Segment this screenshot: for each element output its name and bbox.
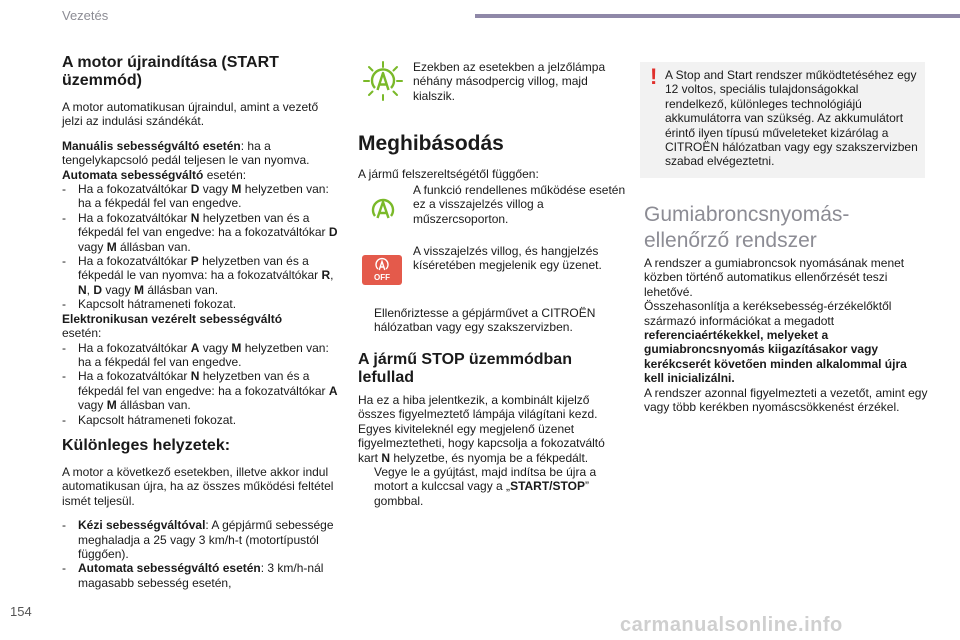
column-right-text bbox=[644, 256, 929, 414]
off-label: OFF bbox=[374, 273, 390, 282]
label-electronic: Elektronikusan vezérelt sebességváltó bbox=[62, 311, 283, 326]
text-automatic: esetén: bbox=[203, 167, 247, 182]
paragraph-tpms-1: A rendszer a gumiabroncsok nyomásának menet közben történő automatikus ellenőrzését teszi lehetővé. bbox=[644, 256, 905, 299]
heading-special: Különleges helyzetek: bbox=[62, 436, 231, 454]
list-item: - Ha a fokozatváltókar P helyzetben van és a fékpedál le van nyomva: ha a fokozatváltókar R, N, D vagy M állásban van. bbox=[62, 254, 334, 297]
label-manual: Manuális sebességváltó esetén bbox=[62, 138, 241, 153]
start-stop-off-icon bbox=[374, 257, 390, 273]
paragraph-check: Ellenőriztesse a gépjárművet a CITROËN hálózatban vagy egy szakszervizben. bbox=[358, 306, 628, 335]
list-item: - Ha a fokozatváltókar N helyzetben van és a fékpedál fel van engedve: ha a fokozatváltókar D vagy M állásban van. bbox=[62, 210, 338, 254]
paragraph-depends: A jármű felszereltségétől függően: bbox=[358, 167, 539, 181]
heading-stop-stall: A jármű STOP üzemmódban lefullad bbox=[358, 351, 572, 386]
paragraph-fault-2: A visszajelzés villog, és hangjelzés kíséretében megjelenik egy üzenet. bbox=[413, 244, 602, 273]
list-item: - Kézi sebességváltóval: A gépjármű sebessége meghaladja a 25 vagy 3 km/h-t (motortípustól függően). bbox=[62, 518, 334, 561]
page-number: 154 bbox=[10, 604, 32, 619]
warning-icon: ! bbox=[650, 64, 658, 89]
text-manual: : ha a tengelykapcsoló pedál teljesen le van nyomva. bbox=[62, 138, 310, 168]
warning-text: A Stop and Start rendszer működtetéséhez egy 12 voltos, speciális tulajdonságokkal rendelkező, különleges technológiájú akkumulátorra van szükség. Az akkumulátort érintő ilyen típusú műveleteket kizárólag a CITROËN hálózatban vagy egy szakszervizben szabad elvégeztetni. bbox=[665, 68, 918, 169]
paragraph-automatic bbox=[62, 168, 342, 182]
paragraph-flash: Ezekben az esetekben a jelzőlámpa néhány másodpercig villog, majd kialszik. bbox=[413, 60, 606, 103]
paragraph-auto-restart: A motor automatikusan újraindul, amint a vezető jelzi az indulási szándékát. bbox=[62, 100, 319, 129]
paragraph-electronic bbox=[62, 312, 342, 341]
header-divider bbox=[475, 14, 960, 18]
list-item: - Ha a fokozatváltókar N helyzetben van és a fékpedál fel van engedve: ha a fokozatváltókar A vagy M állásban van. bbox=[62, 369, 338, 413]
paragraph-tpms-3: A rendszer azonnal figyelmezteti a vezetőt, amint egy vagy több kerékben nyomáscsökkenést érzékel. bbox=[644, 385, 928, 415]
label-automatic: Automata sebességváltó bbox=[62, 167, 204, 182]
text-electronic: esetén: bbox=[62, 326, 102, 341]
check-mark bbox=[358, 306, 374, 335]
column-left bbox=[62, 54, 342, 590]
list-item: - Ha a fokozatváltókar A vagy M helyzetben van: ha a fékpedál fel van engedve. bbox=[62, 340, 329, 369]
section-title: Vezetés bbox=[62, 8, 109, 23]
paragraph-stop: Ha ez a hiba jelentkezik, a kombinált kijelző összes figyelmeztető lámpája világítani kezd. Egyes kiviteleknél egy megjelenő üzenet figyelmeztetheti, hogy kapcsolja a fokozatváltó kart N helyzetbe, és nyomja be a fékpedált. Vegye le a gyújtást, majd indítsa be újra a motort a kulccsal vagy a „START/STOP” gombbal. bbox=[358, 393, 605, 508]
paragraph-special: A motor a következő esetekben, illetve akkor indul automatikusan újra, ha az összes működési feltétel ismét teljesül. bbox=[62, 464, 334, 508]
list-item: - Automata sebességváltó esetén: 3 km/h-nál magasabb sebesség esetén, bbox=[62, 561, 324, 590]
paragraph-fault-1: A funkció rendellenes működése esetén ez a visszajelzés villog a műszercsoporton. bbox=[413, 183, 626, 226]
heading-fault: Meghibásodás bbox=[358, 132, 504, 155]
list-item: - Kapcsolt hátrameneti fokozat. bbox=[62, 297, 237, 312]
list-item: - Ha a fokozatváltókar D vagy M helyzetben van: ha a fékpedál fel van engedve. bbox=[62, 182, 329, 211]
heading-tpms: Gumiabroncsnyomás-ellenőrző rendszer bbox=[644, 203, 850, 252]
paragraph-manual bbox=[62, 139, 342, 168]
start-stop-icon bbox=[368, 194, 398, 224]
watermark: carmanualsonline.info bbox=[620, 614, 843, 636]
heading-restart: A motor újraindítása (START üzemmód) bbox=[62, 54, 279, 89]
start-stop-off-indicator bbox=[362, 255, 402, 285]
list-item: - Kapcsolt hátrameneti fokozat. bbox=[62, 412, 237, 427]
check-mark bbox=[358, 465, 374, 508]
start-stop-flashing-icon bbox=[362, 60, 404, 102]
paragraph-tpms-2: Összehasonlítja a keréksebesség-érzékelőktől származó információkat a megadott referenciaértékekkel, melyeket a gumiabroncsnyomás kiigazításakor vagy kerékcserét követően minden alkalommal újra kell inicializálni. bbox=[644, 299, 907, 386]
